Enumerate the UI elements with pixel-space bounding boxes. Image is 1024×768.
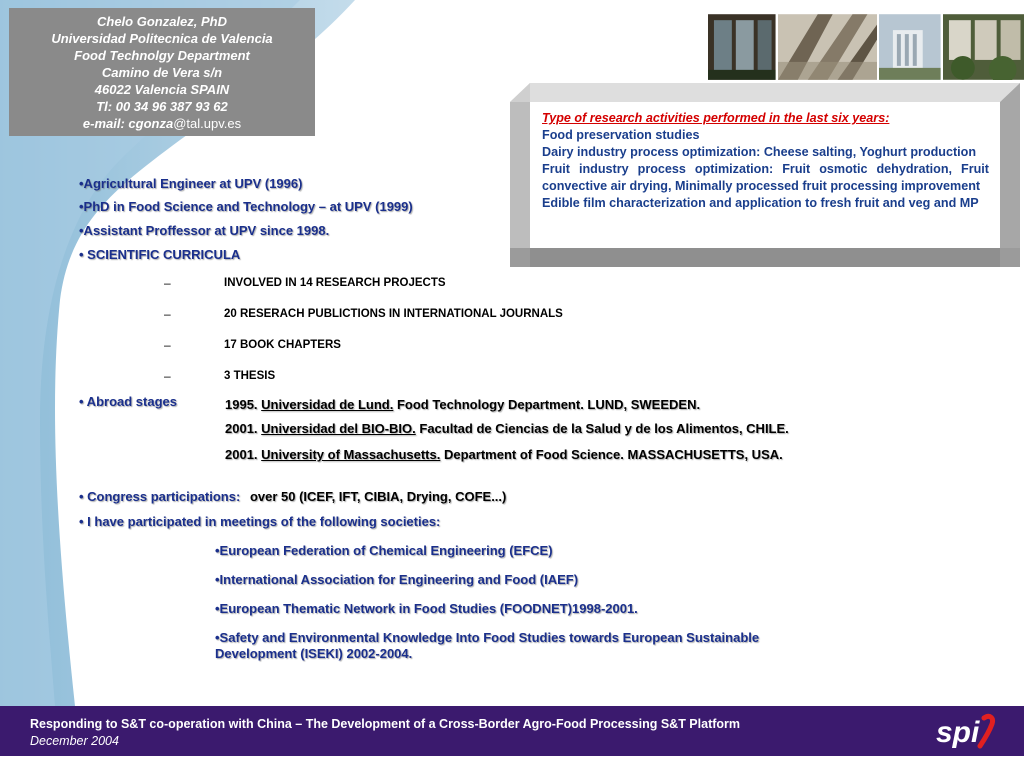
contact-department: Food Technolgy Department [74, 48, 250, 63]
spi-logo [934, 712, 996, 752]
curricula-dash: – [164, 369, 171, 383]
stage-detail: Department of Food Science. MASSACHUSETTS, USA. [443, 447, 783, 462]
research-title: Type of research activities performed in the last six years: [542, 111, 890, 125]
bullet-phd: •PhD in Food Science and Technology – at UPV (1999) [79, 199, 413, 214]
research-content [530, 102, 999, 242]
research-item: Food preservation studies [542, 128, 700, 142]
spi-logo-icon [934, 712, 996, 752]
stage-university: Universidad del BIO-BIO. [261, 421, 416, 436]
curricula-item-projects: INVOLVED IN 14 RESEARCH PROJECTS [224, 277, 446, 289]
curricula-item-thesis: 3 THESIS [224, 370, 276, 382]
curricula-dash: – [164, 338, 171, 352]
contact-name: Chelo Gonzalez, PhD [96, 14, 227, 29]
curricula-dash: – [164, 307, 171, 321]
contact-card [9, 8, 315, 136]
abroad-stage-row [225, 397, 700, 412]
meetings-label: • I have participated in meetings of the following societies: [79, 514, 441, 529]
stage-university: Universidad de Lund. [261, 397, 394, 412]
contact-email-suffix: @tal.upv.es [173, 116, 242, 131]
building-photo-2 [778, 14, 877, 80]
contact-email-prefix: e-mail: cgonza [82, 116, 174, 131]
congress-row [79, 489, 506, 504]
contact-phone: Tl: 00 34 96 387 93 62 [96, 99, 228, 114]
curricula-dash: – [164, 276, 171, 290]
curricula-item-publications: 20 RESERACH PUBLICTIONS IN INTERNATIONAL JOURNALS [224, 308, 563, 320]
stage-year: 2001. [225, 447, 258, 462]
contact-street: Camino de Vera s/n [101, 65, 223, 80]
abroad-stage-row [225, 447, 783, 462]
curricula-item-book-chapters: 17 BOOK CHAPTERS [224, 339, 341, 351]
footer-bar [0, 706, 1024, 756]
stage-university: University of Massachusetts. [261, 447, 441, 462]
society-efce: •European Federation of Chemical Engineering (EFCE) [215, 543, 553, 558]
stage-detail: Facultad de Ciencias de la Salud y de los Alimentos, CHILE. [419, 421, 789, 436]
footer-date: December 2004 [30, 734, 119, 748]
building-photo-4 [943, 14, 1024, 80]
stage-year: 2001. [225, 421, 258, 436]
research-activities-panel [510, 83, 1020, 268]
stage-detail: Food Technology Department. LUND, SWEEDEN. [396, 397, 701, 412]
bullet-assistant-professor: •Assistant Proffessor at UPV since 1998. [79, 223, 330, 238]
footer-title: Responding to S&T co-operation with China – The Development of a Cross-Border Agro-Food Processing S&T Platform [30, 717, 741, 731]
society-iaef: •International Association for Engineering and Food (IAEF) [215, 572, 579, 587]
research-item: Dairy industry process optimization: Cheese salting, Yoghurt production [542, 145, 977, 159]
abroad-stages-label: • Abroad stages [79, 394, 177, 409]
photo-strip [708, 14, 1024, 80]
stage-year: 1995. [225, 397, 258, 412]
congress-value: over 50 (ICEF, IFT, CIBIA, Drying, COFE...) [249, 489, 507, 504]
building-photo-3 [879, 14, 941, 80]
bullet-agricultural-engineer: •Agricultural Engineer at UPV (1996) [79, 176, 303, 191]
research-item: Edible film characterization and application to fresh fruit and veg and MP [542, 196, 979, 210]
contact-university: Universidad Politecnica de Valencia [51, 31, 273, 46]
contact-city: 46022 Valencia SPAIN [94, 82, 230, 97]
society-foodnet: •European Thematic Network in Food Studies (FOODNET)1998-2001. [215, 601, 638, 616]
bullet-scientific-curricula: • SCIENTIFIC CURRICULA [79, 247, 241, 262]
spi-logo-text: spi [936, 716, 980, 749]
abroad-stage-row [225, 421, 789, 436]
contact-email [9, 115, 315, 132]
congress-label: • Congress participations: [79, 489, 241, 504]
society-iseki: •Safety and Environmental Knowledge Into Food Studies towards European Sustainable [215, 630, 760, 645]
society-iseki-continued: Development (ISEKI) 2002-2004. [215, 646, 413, 661]
building-photo-1 [708, 14, 776, 80]
research-item: Fruit industry process optimization: Fruit osmotic dehydration, Fruit convective air drying, Minimally processed fruit processing improvement [542, 162, 989, 193]
